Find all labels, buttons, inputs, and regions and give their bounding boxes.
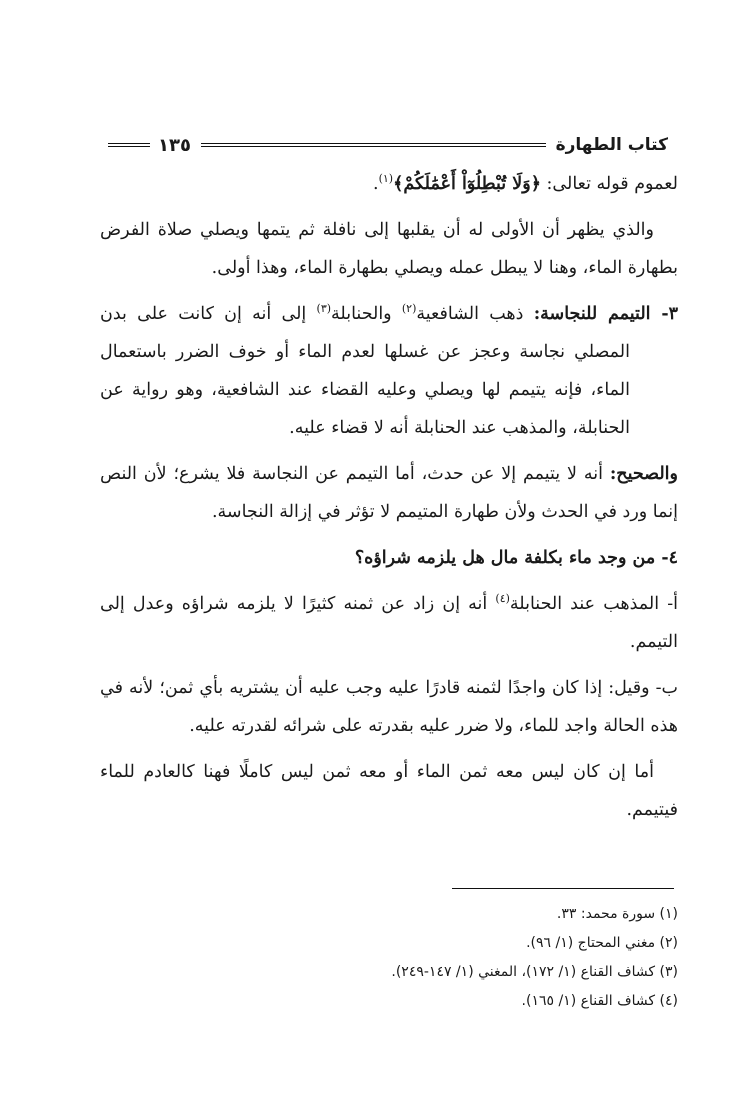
footnote-ref: (١): [378, 172, 394, 186]
section-4: [100, 539, 678, 577]
footnote: (٤) كشاف القناع (١/ ١٦٥).: [521, 993, 678, 1009]
section-number: ٤-: [655, 548, 678, 568]
header-rule-short: [108, 143, 150, 147]
footnote-ref: (٣): [316, 302, 332, 316]
paragraph-opinion: والذي يظهر أن الأولى له أن يقلبها إلى نافلة ثم يتمها ويصلي صلاة الفرض بطهارة الماء، وهنا لا يبطل عمله ويصلي بطهارة الماء، وهذا أولى.: [100, 220, 678, 278]
paragraph-conclusion: أما إن كان ليس معه ثمن الماء أو معه ثمن ليس كاملًا فهنا كالعادم للماء فيتيمم.: [100, 762, 678, 820]
section-heading: من وجد ماء بكلفة مال هل يلزمه شراؤه؟: [354, 548, 656, 568]
footnote-divider: [452, 888, 674, 889]
quran-verse: ﴿وَلَا تُبْطِلُوٓاْ أَعْمَٰلَكُمْ﴾: [393, 174, 541, 194]
section-number: ٣-: [650, 304, 678, 324]
footnotes: [278, 900, 678, 1016]
page-header: [108, 130, 668, 160]
footnote: (١) سورة محمد: ٣٣.: [556, 906, 678, 922]
paragraph-correct-view: والصحيح: أنه لا يتيمم إلا عن حدث، أما التيمم عن النجاسة فلا يشرع؛ لأن النص إنما ورد في الحدث ولأن طهارة المتيمم لا تؤثر في إزالة النجاسة.: [100, 464, 678, 522]
footnote-ref: (٤): [495, 592, 510, 606]
header-rule: [201, 143, 546, 147]
footnote-ref: (٢): [401, 302, 417, 316]
book-title: كتاب الطهارة: [555, 135, 668, 155]
footnote: (٢) مغني المحتاج (١/ ٩٦).: [526, 935, 678, 951]
paragraph-option-a: أ- المذهب عند الحنابلة$^{(٤)}$ أنه إن زاد عن ثمنه كثيرًا لا يلزمه شراؤه وعدل إلى التيمم.: [100, 592, 678, 652]
page-body: [100, 165, 678, 837]
correct-view-heading: والصحيح:: [609, 464, 678, 484]
paragraph-option-b: ب- وقيل: إذا كان واجدًا لثمنه قادرًا عليه وجب عليه أن يشتريه بأي ثمن؛ لأنه في هذه الحالة واجد للماء، ولا ضرر عليه بقدرته على شرائه لقدرته عليه.: [100, 678, 678, 736]
paragraph-verse: لعموم قوله تعالى: ﴿وَلَا تُبْطِلُوٓاْ أَعْمَٰلَكُمْ﴾$^{(١)}$.: [373, 172, 678, 194]
page-number: ١٣٥: [158, 134, 191, 156]
section-3: ٣- التيمم للنجاسة: ذهب الشافعية$^{(٢)}$ والحنابلة$^{(٣)}$ إلى أنه إن كانت على بدن المصلي نجاسة وعجز عن غسلها لعدم الماء أو خوف الضرر باستعمال الماء، فإنه يتيمم لها ويصلي وعليه القضاء عند الشافعية، وهو رواية عن الحنابلة، والمذهب عند الحنابلة أنه لا قضاء عليه.: [100, 302, 678, 438]
footnote: (٣) كشاف القناع (١/ ١٧٢)، المغني (١/ ١٤٧-٢٤٩).: [391, 964, 678, 980]
section-heading: التيمم للنجاسة:: [533, 304, 651, 324]
